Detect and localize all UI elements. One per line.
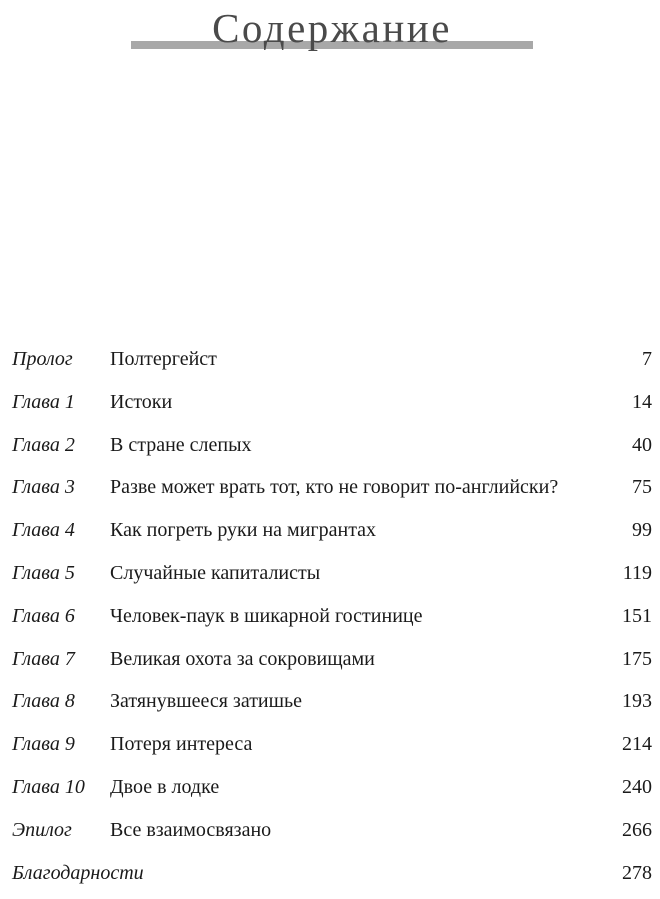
toc-page-number: 75 [632, 476, 652, 499]
toc-label: Глава 6 [12, 604, 75, 627]
toc-row[interactable] [0, 466, 660, 509]
toc-title: Разве может врать тот, кто не говорит по-английски? [110, 476, 559, 499]
page-title: Содержание [212, 5, 452, 51]
toc-label: Благодарности [12, 861, 144, 884]
toc-label: Глава 9 [12, 733, 75, 756]
toc-page-number: 99 [632, 519, 652, 542]
toc-row[interactable] [0, 809, 660, 852]
toc-page-number: 193 [622, 690, 652, 713]
toc-page-number: 119 [622, 561, 652, 584]
toc-row[interactable] [0, 680, 660, 723]
toc-label: Глава 2 [12, 433, 75, 456]
toc-title: Человек-паук в шикарной гостинице [110, 604, 423, 627]
toc-label: Глава 10 [12, 775, 85, 798]
toc-row[interactable] [0, 723, 660, 766]
toc-row[interactable] [0, 852, 660, 895]
toc-label: Глава 5 [12, 561, 75, 584]
toc-page-number: 278 [622, 861, 652, 884]
toc-label: Глава 4 [12, 519, 75, 542]
toc-row[interactable] [0, 552, 660, 595]
toc-title: Затянувшееся затишье [110, 690, 303, 713]
toc-row[interactable] [0, 766, 660, 809]
toc-page-number: 214 [622, 733, 652, 756]
toc-page-number: 151 [622, 604, 652, 627]
toc-row[interactable] [0, 338, 660, 381]
toc-title: Все взаимосвязано [110, 818, 272, 841]
toc-page-number: 240 [622, 775, 652, 798]
toc-row[interactable] [0, 424, 660, 467]
toc-title: Двое в лодке [110, 775, 220, 798]
toc-label: Глава 1 [12, 390, 75, 413]
toc-row[interactable] [0, 509, 660, 552]
toc-label: Глава 3 [12, 476, 75, 499]
toc-page-number: 7 [642, 348, 652, 370]
toc-title: В стране слепых [110, 433, 252, 456]
toc-label: Глава 8 [12, 690, 75, 713]
toc-title: Потеря интереса [110, 733, 253, 756]
toc-label: Глава 7 [12, 647, 75, 670]
toc-row[interactable] [0, 595, 660, 638]
toc-page-number: 14 [632, 390, 652, 413]
toc-title: Великая охота за сокровищами [110, 647, 375, 670]
toc-page-number: 175 [622, 647, 652, 670]
table-of-contents [0, 338, 660, 894]
toc-page-number: 40 [632, 433, 652, 456]
toc-row[interactable] [0, 381, 660, 424]
toc-page-number: 266 [622, 818, 652, 841]
toc-row[interactable] [0, 638, 660, 681]
toc-label: Пролог [12, 348, 73, 370]
page-header [0, 0, 660, 60]
toc-title: Истоки [110, 390, 173, 413]
toc-title: Случайные капиталисты [110, 561, 321, 584]
toc-label: Эпилог [12, 818, 72, 841]
toc-title: Как погреть руки на мигрантах [110, 519, 377, 542]
toc-title: Полтергейст [110, 348, 217, 370]
